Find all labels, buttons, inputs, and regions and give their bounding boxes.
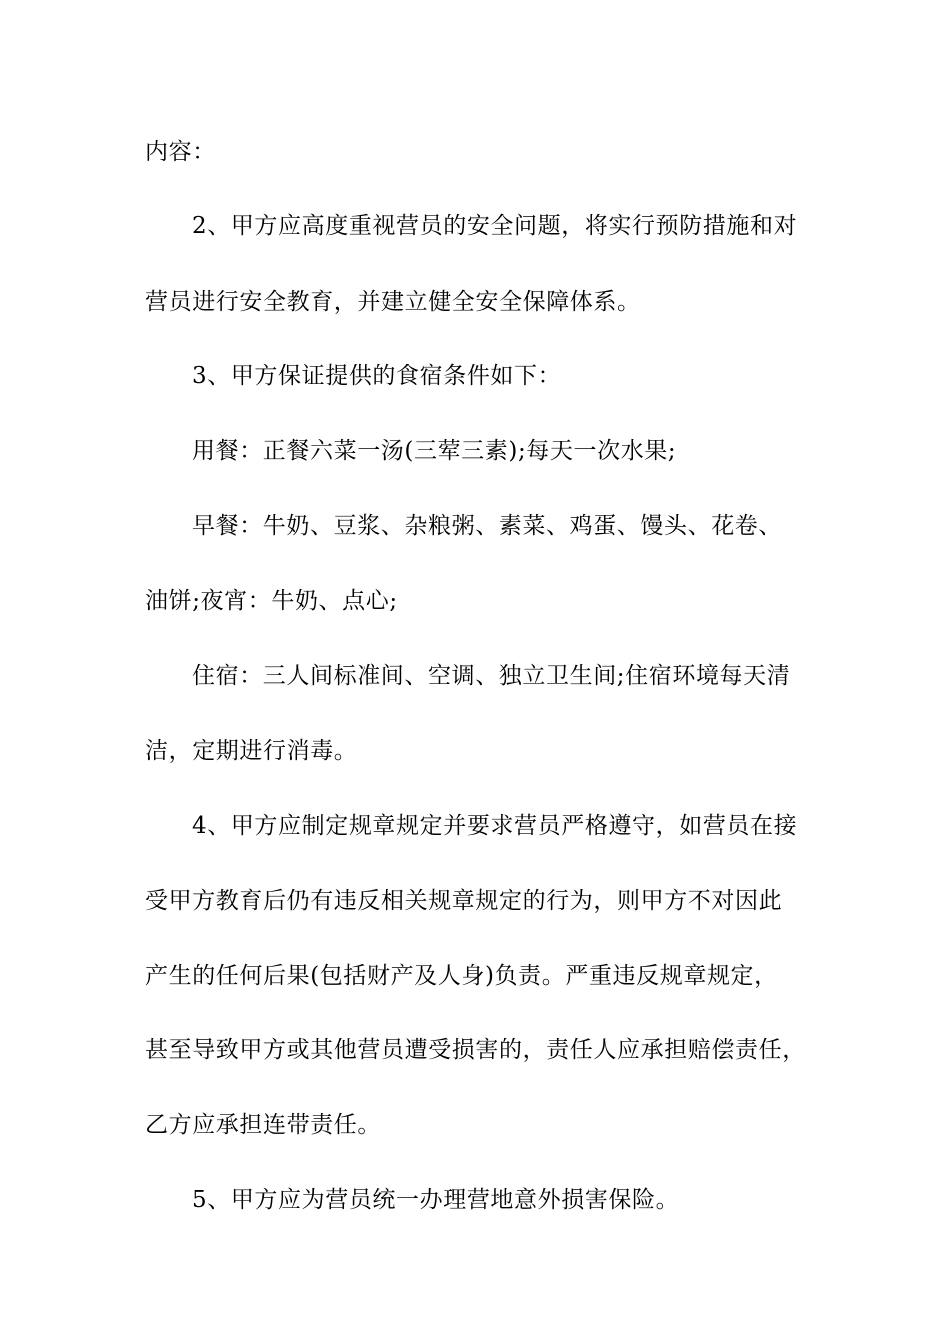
lodging-line-2: 洁，定期进行消毒。: [145, 738, 358, 764]
paragraph-2-line-2: 营员进行安全教育，并建立健全安全保障体系。: [145, 289, 641, 315]
meal-line: 用餐：正餐六菜一汤(三荤三素);每天一次水果;: [192, 438, 677, 464]
paragraph-4-line-1: 4、甲方应制定规章规定并要求营员严格遵守，如营员在接: [192, 813, 798, 839]
paragraph-5-line-1: 5、甲方应为营员统一办理营地意外损害保险。: [192, 1187, 680, 1213]
paragraph-4-line-2: 受甲方教育后仍有违反相关规章规定的行为，则甲方不对因此: [145, 888, 783, 914]
paragraph-4-line-3: 产生的任何后果(包括财产及人身)负责。严重违反规章规定，: [145, 963, 778, 989]
breakfast-line-1: 早餐：牛奶、豆浆、杂粮粥、素菜、鸡蛋、馒头、花卷、: [192, 513, 782, 539]
breakfast-line-2: 油饼;夜宵：牛奶、点心;: [145, 588, 398, 614]
text-line: 内容：: [145, 139, 216, 165]
paragraph-2-line-1: 2、甲方应高度重视营员的安全问题，将实行预防措施和对: [192, 213, 798, 239]
paragraph-4-line-5: 乙方应承担连带责任。: [145, 1112, 381, 1138]
lodging-line-1: 住宿：三人间标准间、空调、独立卫生间;住宿环境每天清: [192, 663, 791, 689]
paragraph-3-line-1: 3、甲方保证提供的食宿条件如下：: [192, 363, 562, 389]
paragraph-4-line-4: 甚至导致甲方或其他营员遭受损害的，责任人应承担赔偿责任，: [145, 1037, 806, 1063]
